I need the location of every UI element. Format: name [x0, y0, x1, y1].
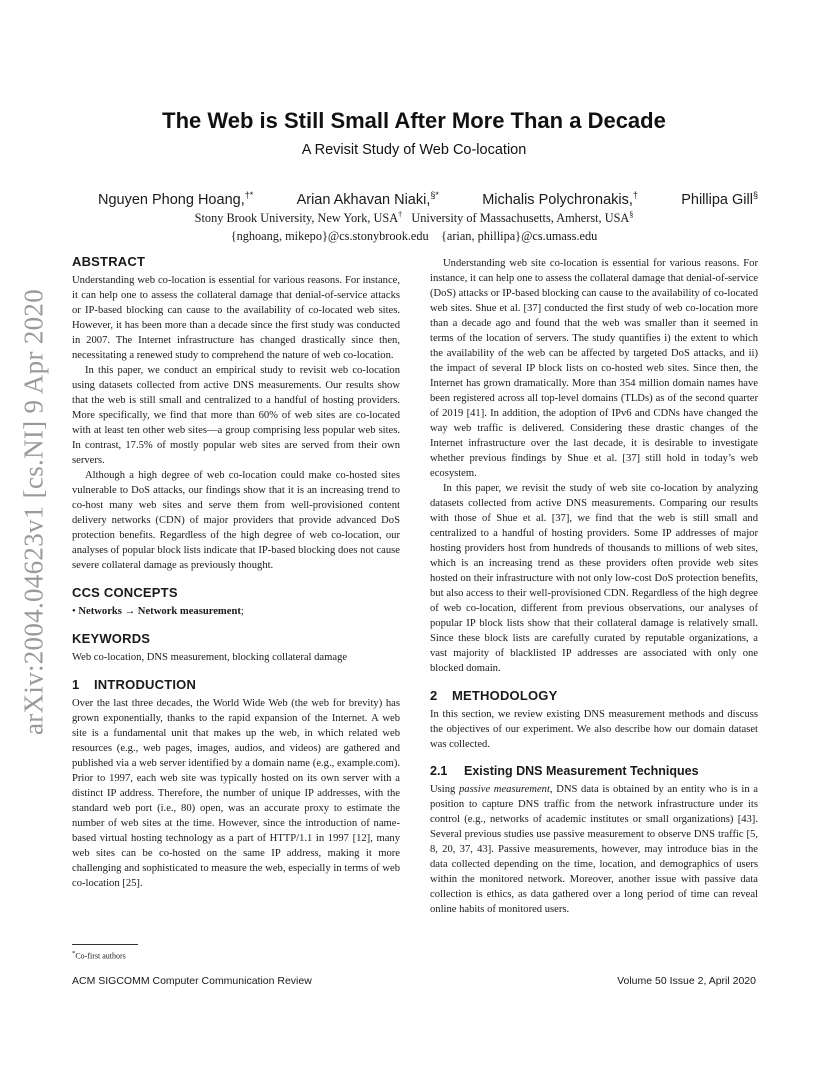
footnote: *Co-first authors	[72, 950, 126, 961]
author: Phillipa Gill§	[681, 190, 758, 208]
author-mark: †*	[244, 190, 254, 200]
paper-title: The Web is Still Small After More Than a Decade	[162, 108, 666, 133]
paper-subtitle: A Revisit Study of Web Co-location	[301, 142, 527, 158]
author-list	[98, 190, 758, 208]
ccs-term: Networks → Network measurement	[78, 606, 241, 617]
introduction-paragraph: Over the last three decades, the World Wide Web (the web for brevity) has grown exponentially, thanks to the rapid expansion of the Internet. A web site is a fundamental unit that makes up the web, in which related web resources (e.g., web pages, images, audios, and videos) are gathered and published via a web server identified by a domain name (e.g., example.com). Prior to 1997, each web site was typically hosted on its own server with a distinct IP address. Therefore, the number of unique IP addresses, with the standard web port (i.e., 80) open, was an accurate proxy to estimate the number of web sites at the time. However, since the introduction of name-based virtual hosting technology as a part of HTTP/1.1 in 1997 [12], many web sites can be co-hosted on the same IP address, making it more challenging and sophisticated to measure the web, especially in terms of web co-location [25].	[72, 698, 400, 889]
subsection-paragraph: Using passive measurement, DNS data is obtained by an entity who is in a position to capture DNS traffic from the network infrastructure under its control (e.g., networks of academic institutes or small organizations) [43]. Several previous studies use passive measurement to observe DNS traffic [5, 8, 20, 37, 43]. Passive measurements, however, may introduce bias in the data collected depending on the time, location, and demographics of users within the monitored network. Moreover, another issue with passive data collection is ethics, as data gathered over a long period of time can reveal online habits of monitored users.	[430, 784, 758, 915]
author: Arian Akhavan Niaki,§*	[296, 190, 439, 208]
keywords-heading: KEYWORDS	[72, 631, 151, 646]
introduction-paragraph: Understanding web site co-location is essential for various reasons. For instance, it can help one to assess the collateral damage that denial-of-service (DoS) attacks or IP-based blocking can cause to the availability of co-located web sites. Shue et al. [37] conducted the first study of web co-location more than a decade ago and found that the web was smaller than it seemed in terms of the location of servers. The study quantifies i) the extent to which the availability of the web can be affected by targeted DoS attacks, and ii) the impact of several IP block lists on co-hosted web sites. Since then, the Internet has grown dramatically. More than 354 million domain names have been registered across all top-level domains (TLDs) as of the second quarter of 2019 [41]. In addition, the adoption of IPv6 and CDNs have changed the way web traffic is delivered. Considering these drastic changes of the Internet infrastructure over the last decade, it is desirable to investigate whether previous findings by Shue et al. [37] still hold in today’s web ecosystem.	[430, 258, 758, 479]
ccs-heading: CCS CONCEPTS	[72, 585, 178, 600]
abstract-paragraph: Understanding web co-location is essential for various reasons. For instance, it can help one to assess the collateral damage that denial-of-service attacks or IP-based blocking can cause to the availability of co-located web sites. However, it has been more than a decade since the first study was conducted in 2007. The Internet infrastructure has changed drastically since then, necessitating a renewed study to comprehend the nature of web co-location.	[72, 275, 400, 361]
abstract-paragraph: In this paper, we conduct an empirical study to revisit web co-location using datasets collected from active DNS measurements. Our results show that the web is still small and centralized to a handful of hosting providers. More specifically, we find that more than 60% of web sites are co-located with at least ten other web sites—a group comprising less popular web sites. In contrast, 17.5% of mostly popular web sites are served from their own servers.	[72, 365, 400, 466]
author-mark: §*	[430, 190, 439, 200]
affiliation-mark: †	[398, 210, 403, 219]
affiliations	[0, 210, 828, 226]
affiliation-mark: §	[629, 210, 634, 219]
abstract-heading: ABSTRACT	[72, 254, 146, 269]
footnote-rule	[72, 944, 138, 945]
volume-footer: Volume 50 Issue 2, April 2020	[617, 975, 756, 987]
author-mark: †	[632, 190, 638, 200]
subsection-heading: 2.1 Existing DNS Measurement Techniques	[430, 764, 699, 778]
emphasis: passive measurement	[458, 784, 550, 795]
affiliation-first: Stony Brook University, New York, USA	[194, 211, 399, 226]
keywords-text: Web co-location, DNS measurement, blocking collateral damage	[72, 652, 348, 663]
introduction-paragraph: In this paper, we revisit the study of web site co-location by analyzing datasets collected from active DNS measurements. Comparing our results with those of Shue et al. [37], we find that the web is still small and centralized to a handful of hosting providers. Some IP addresses of major hosting providers host from hundreds of thousands to millions of web sites, which is an increasing trend as these providers often provide web sites hosted on their infrastructure with not only low-cost DoS protection benefits, but also access to their well-provisioned CDN. Regardless of the high degree of web co-location, different from previous observations, our analyses of popular IP block lists show that their collateral damage is relatively small. Since these block lists are carefully curated by reputable organizations, a vast majority of blacklisted IP addresses are associated with only one blocked domain.	[430, 483, 758, 674]
introduction-heading: 1 INTRODUCTION	[72, 677, 197, 692]
left-column	[72, 254, 400, 891]
author: Michalis Polychronakis,†	[482, 190, 638, 208]
right-column	[430, 256, 758, 917]
author-emails: {nghoang, mikepo}@cs.stonybrook.edu {arian, phillipa}@cs.umass.edu	[230, 229, 598, 243]
abstract-paragraph: Although a high degree of web co-location could make co-hosted sites vulnerable to DoS attacks, our findings show that it is an increasing trend to co-host many web sites and serve them from well-provisioned content delivery networks (CDN) of major providers that provide advanced DoS protection benefits. Regardless of the high degree of web co-location, our analyses of popular block lists indicate that IP-based blocking does not cause severe collateral damage as previously thought.	[72, 470, 400, 571]
author: Nguyen Phong Hoang,†*	[98, 190, 254, 208]
arxiv-identifier: arXiv:2004.04623v1 [cs.NI] 9 Apr 2020	[18, 288, 49, 736]
venue-footer: ACM SIGCOMM Computer Communication Review	[72, 975, 312, 987]
ccs-concepts: • Networks → Network measurement;	[72, 606, 244, 617]
methodology-heading: 2 METHODOLOGY	[430, 688, 558, 703]
author-mark: §	[752, 190, 758, 200]
methodology-paragraph: In this section, we review existing DNS measurement methods and discuss the objectives of our experiment. We also describe how our domain dataset was collected.	[430, 709, 758, 750]
affiliation-second: University of Massachusetts, Amherst, USA	[411, 211, 630, 226]
